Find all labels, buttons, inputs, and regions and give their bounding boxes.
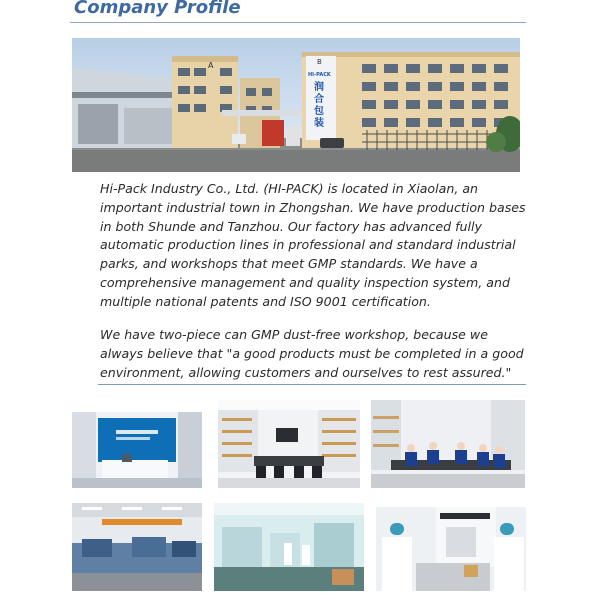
building-a-mark: A xyxy=(208,61,214,70)
about-line: automatic production lines in professional and standard industrial xyxy=(100,237,516,253)
about-line: multiple national patents and ISO 9001 certification. xyxy=(100,293,431,309)
reception-lobby-photo xyxy=(72,400,202,488)
section-divider xyxy=(98,384,526,385)
workshop-line: We have two-piece can GMP dust-free workshop, because we xyxy=(100,327,488,342)
sign-pack-text: HI-PACK xyxy=(308,72,331,78)
about-line: comprehensive management and quality inspection system, and xyxy=(100,274,511,290)
workshop-paragraph xyxy=(100,326,524,382)
about-line: important industrial town in Zhongshan. We have production bases xyxy=(100,199,526,215)
title-divider xyxy=(70,22,526,23)
about-line: parks, and workshops that meet GMP standards. We have a xyxy=(100,256,478,272)
sign-char-2: 合 xyxy=(314,94,324,105)
page-title: Company Profile xyxy=(74,0,241,18)
staff-meeting-photo xyxy=(371,400,525,488)
factory-exterior-photo xyxy=(72,38,520,172)
about-paragraph xyxy=(100,180,526,312)
clean-workshop-photo xyxy=(214,503,364,591)
lab-inspection-photo xyxy=(376,507,526,591)
workshop-line: environment, allowing customers and ourselves to rest assured." xyxy=(100,364,512,380)
sign-char-3: 包 xyxy=(314,106,324,117)
about-line: in both Shunde and Tanzhou. Our factory has advanced fully xyxy=(100,218,482,234)
sign-char-1: 润 xyxy=(314,82,324,93)
showroom-meeting-photo xyxy=(218,400,360,488)
sign-char-4: 装 xyxy=(314,118,324,129)
about-line: Hi-Pack Industry Co., Ltd. (HI-PACK) is located in Xiaolan, an xyxy=(100,181,479,196)
building-b-badge: B xyxy=(317,58,322,66)
workshop-line: always believe that "a good products must be completed in a good xyxy=(100,345,524,361)
production-line-photo xyxy=(72,503,202,591)
